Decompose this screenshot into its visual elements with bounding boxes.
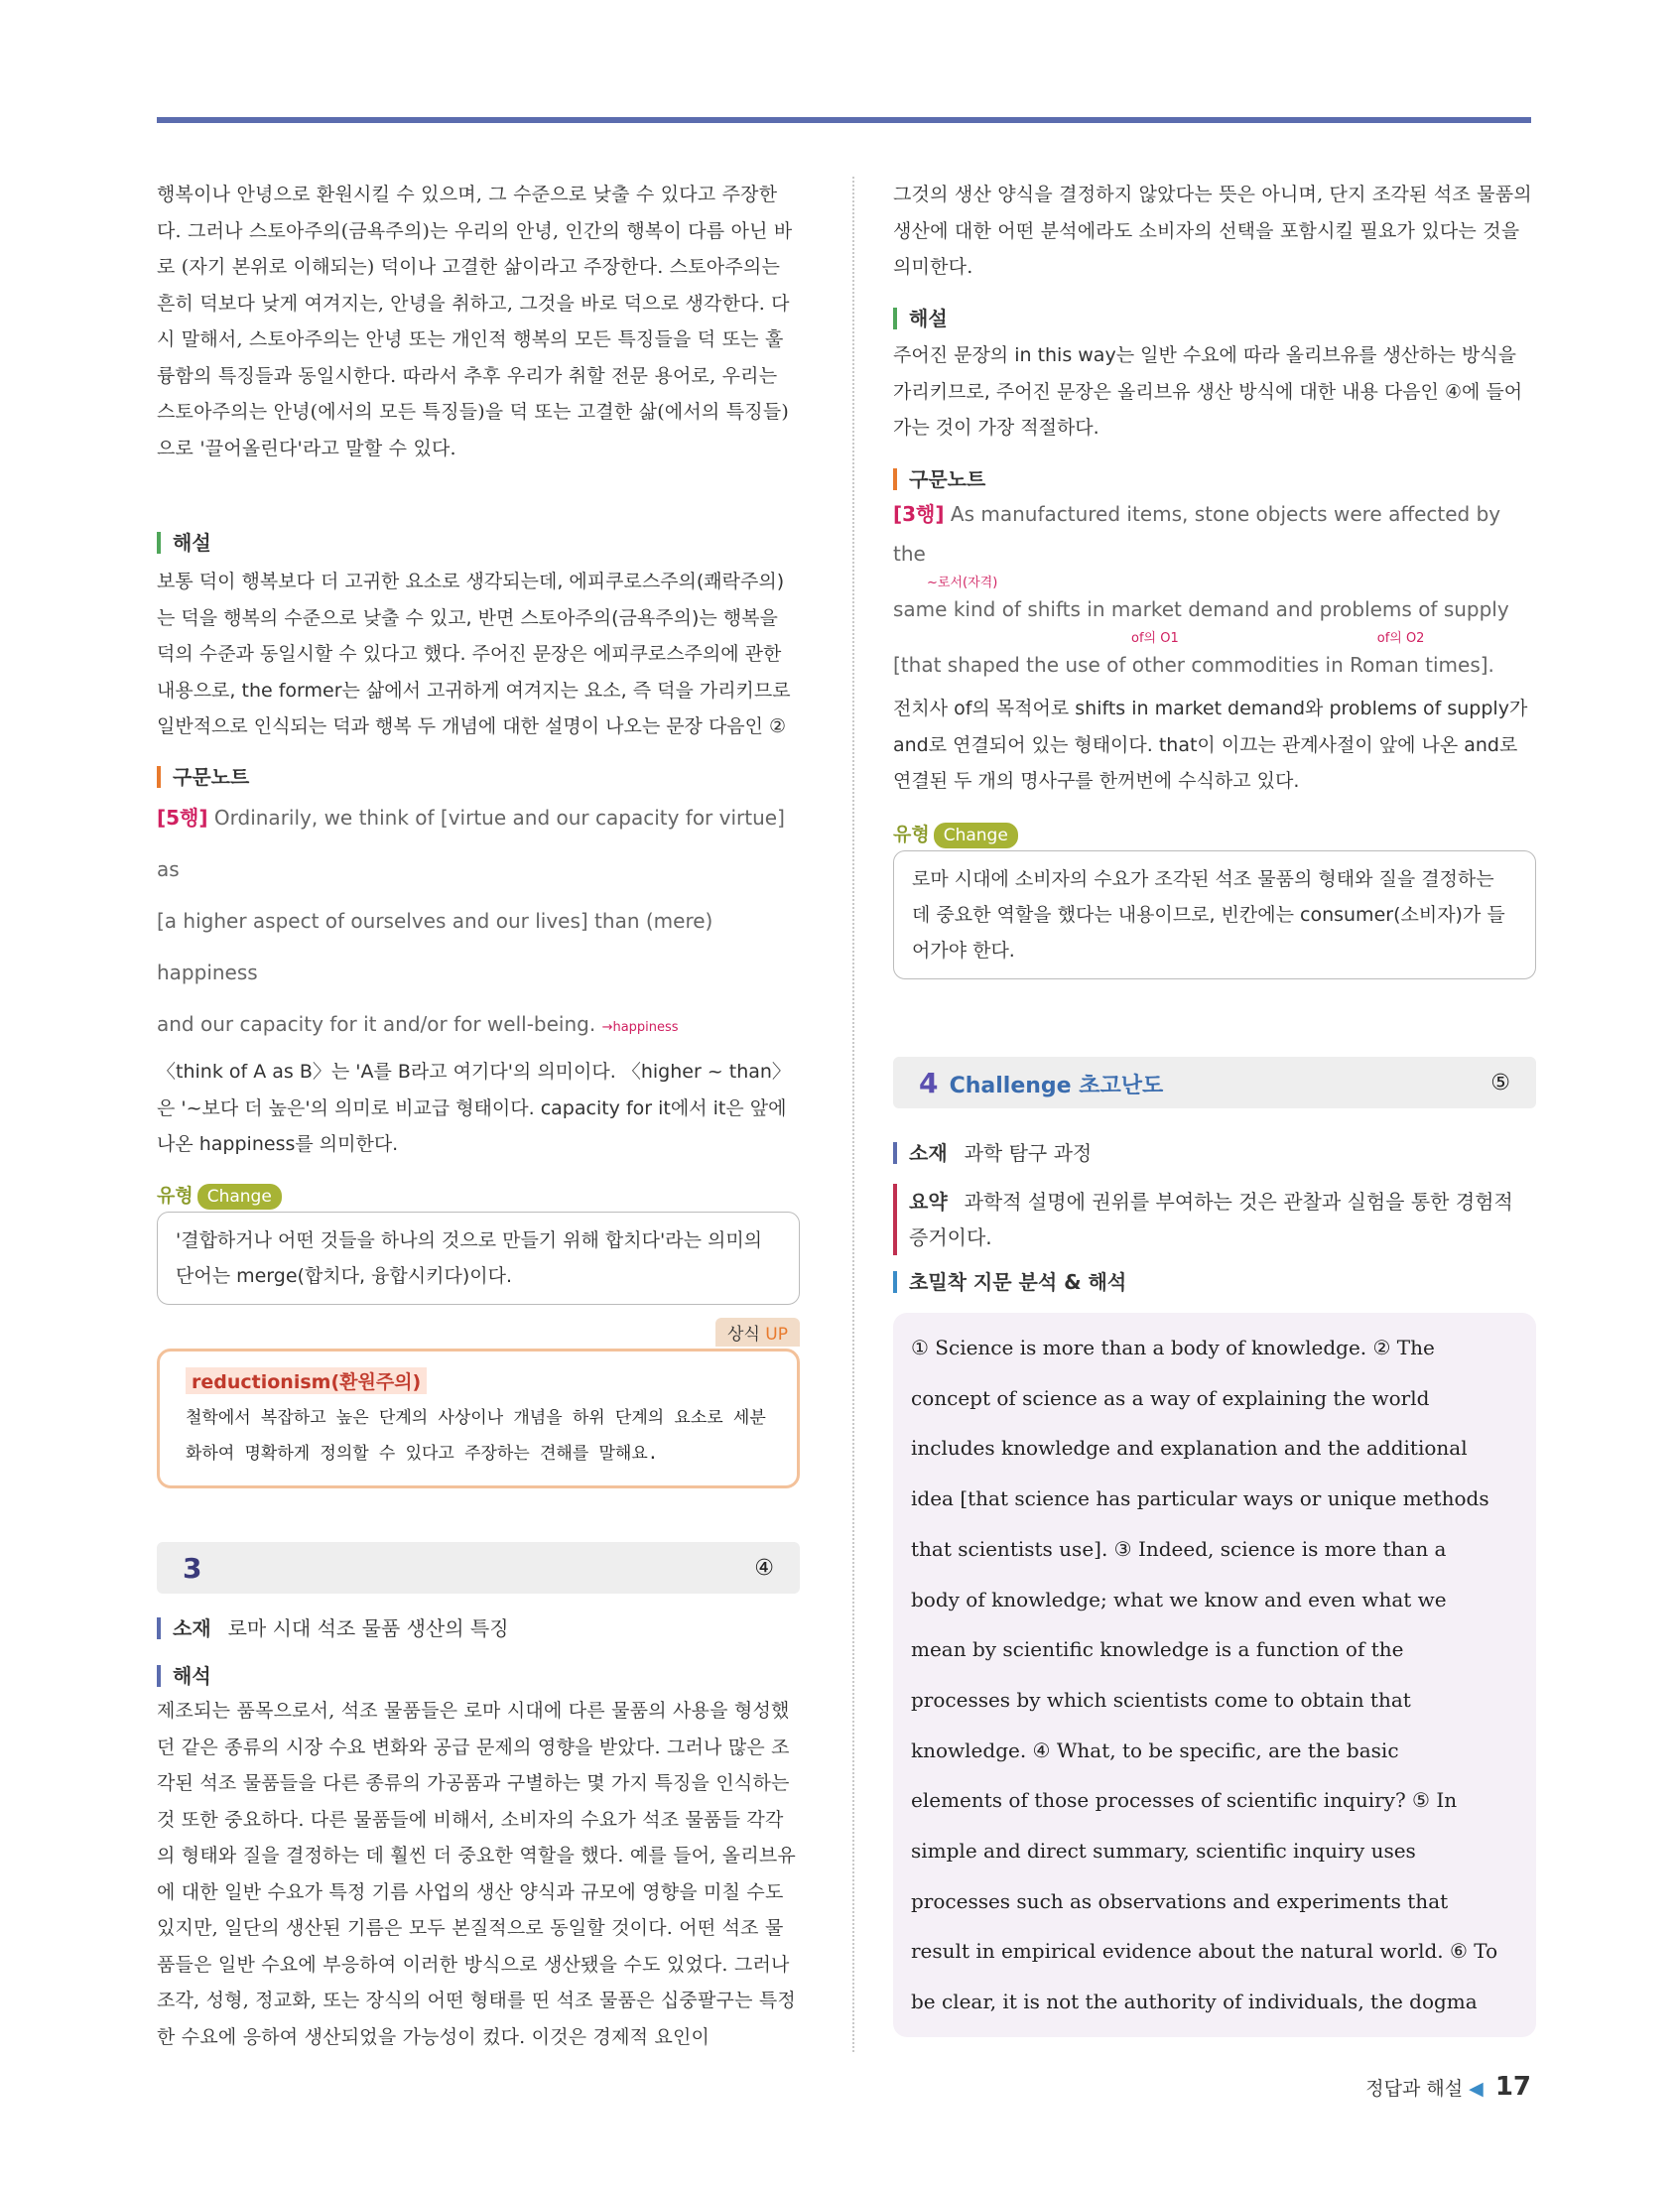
syntax-explanation: 전치사 of의 목적어로 shifts in market demand와 problems of supply가 and로 연결되어 있는 형태이다. that이 이끄는 관계사절이 앞에 나온 and로 연결된 두 개의 명사구를 한꺼번에 수식하고 있다. bbox=[893, 698, 1528, 792]
syntax-note bbox=[157, 792, 800, 1054]
syntax-line-3: [that shaped the use of other commodities in Roman times]. bbox=[893, 653, 1494, 677]
syntax-note bbox=[893, 494, 1536, 685]
syntax-heading: 구문노트 bbox=[157, 766, 800, 788]
answer-number: ⑤ bbox=[1490, 1070, 1510, 1095]
syntax-heading: 구문노트 bbox=[893, 468, 1536, 490]
passage-box bbox=[893, 1313, 1536, 2037]
column-divider bbox=[852, 177, 854, 2052]
change-text: 로마 시대에 소비자의 수요가 조각된 석조 물품의 형태와 질을 결정하는 데 중요한 역할을 했다는 내용이므로, 빈칸에는 consumer(소비자)가 들어가야 한다. bbox=[912, 868, 1505, 962]
change-badge: Change bbox=[197, 1184, 282, 1210]
explain-text: 주어진 문장의 in this way는 일반 수요에 따라 올리브유를 생산하는 방식을 가리키므로, 주어진 문장은 올리브유 생산 방식에 대한 내용 다음인 ④에 들어가는 것이 가장 적절하다. bbox=[893, 344, 1523, 439]
top-rule bbox=[157, 117, 1531, 123]
translation-heading: 해석 bbox=[157, 1665, 800, 1687]
reductionism-term: reductionism(환원주의) bbox=[186, 1367, 427, 1394]
analysis-heading: 초밀착 지문 분석 & 해석 bbox=[893, 1271, 1536, 1293]
line-tag: [3행] bbox=[893, 502, 945, 526]
page-footer bbox=[1365, 2072, 1531, 2102]
translation-continued: 행복이나 안녕으로 환원시킬 수 있으며, 그 수준으로 낮출 수 있다고 주장한다. 그러나 스토아주의(금욕주의)는 우리의 안녕, 인간의 행복이 다름 아닌 바로 (자기 본위로 이해되는) 덕이나 고결한 삶이라고 주장한다. 스토아주의는 흔히 덕보다 낮게 여겨지는, 안녕을 취하고, 그것을 바로 덕으로 생각한다. 다시 말해서, 스토아주의는 안녕 또는 개인적 행복의 모든 특징들을 덕 또는 훌륭함의 특징들과 동일시한다. 따라서 추후 우리가 취할 전문 용어로, 우리는 스토아주의는 안녕(에서의 모든 특징들)을 덕 또는 고결한 삶(에서의 특징들)으로 '끌어올린다'라고 말할 수 있다. bbox=[157, 184, 793, 459]
syntax-line-2: same kind of shifts in market demand and problems of supply bbox=[893, 597, 1509, 621]
summary-line: 요약 과학적 설명에 권위를 부여하는 것은 관찰과 실험을 통한 경험적 증거이다. bbox=[893, 1184, 1536, 1255]
passage-line: simple and direct summary, scientific inquiry uses bbox=[911, 1839, 1416, 1864]
reductionism-text: 철학에서 복잡하고 높은 단계의 사상이나 개념을 하위 단계의 요소로 세분화하여 명확하게 정의할 수 있다고 주장하는 견해를 말해요. bbox=[186, 1408, 766, 1464]
annotation-as: ~로서(자격) bbox=[927, 576, 998, 590]
section-number: 3 bbox=[183, 1551, 202, 1585]
passage-line: includes knowledge and explanation and the additional bbox=[911, 1436, 1468, 1461]
section-4-header bbox=[893, 1057, 1536, 1108]
common-sense-box bbox=[157, 1325, 800, 1488]
change-label: 유형 Change bbox=[893, 820, 1536, 848]
triangle-icon: ◀ bbox=[1469, 2078, 1484, 2100]
page-number: 17 bbox=[1494, 2072, 1531, 2102]
passage-line: elements of those processes of scientific inquiry? ⑤ In bbox=[911, 1788, 1458, 1813]
passage-line: knowledge. ④ What, to be specific, are the basic bbox=[911, 1738, 1399, 1762]
explain-text: 보통 덕이 행복보다 더 고귀한 요소로 생각되는데, 에피쿠로스주의(쾌락주의)는 덕을 행복의 수준으로 낮출 수 있고, 반면 스토아주의(금욕주의)는 행복을 덕의 수준과 동일시할 수 있다고 했다. 주어진 문장은 에피쿠로스주의에 관한 내용으로, the former는 삶에서 고귀하게 여겨지는 요소, 즉 덕을 가리키므로 일반적으로 인식되는 덕과 행복 두 개념에 대한 설명이 나오는 문장 다음인 ② bbox=[157, 571, 791, 737]
change-box bbox=[157, 1212, 800, 1305]
change-label: 유형 Change bbox=[157, 1181, 800, 1210]
common-sense-tag: 상식 UP bbox=[715, 1318, 800, 1347]
passage-line: be clear, it is not the authority of individuals, the dogma bbox=[911, 1990, 1478, 2014]
passage-line: concept of science as a way of explaining the world bbox=[911, 1385, 1430, 1410]
annotation-o2: of의 O2 bbox=[1376, 631, 1425, 646]
syntax-line-3: and our capacity for it and/or for well-being. bbox=[157, 1012, 596, 1036]
translation-text: 제조되는 품목으로서, 석조 물품들은 로마 시대에 다른 물품의 사용을 형성했던 같은 종류의 시장 수요 변화와 공급 문제의 영향을 받았다. 그러나 많은 조각된 석조 물품들을 다른 종류의 가공품과 구별하는 몇 가지 특징을 인식하는 것 또한 중요하다. 다른 물품들에 비해서, 소비자의 수요가 석조 물품들 각각의 형태와 질을 결정하는 데 훨씬 더 중요한 역할을 했다. 예를 들어, 올리브유에 대한 일반 수요가 특정 기름 사업의 생산 양식과 규모에 영향을 미칠 수도 있지만, 일단의 생산된 기름은 모두 본질적으로 동일할 것이다. 어떤 석조 물품들은 일반 수요에 부응하여 이러한 방식으로 생산됐을 수도 있었다. 그러나 조각, 성형, 정교화, 또는 장식의 어떤 형태를 띤 석조 물품은 십중팔구는 특정한 수요에 응하여 생산되었을 가능성이 컸다. 이것은 경제적 요인이 bbox=[157, 1700, 796, 2048]
syntax-explanation: 〈think of A as B〉는 'A를 B라고 여기다'의 의미이다. 〈higher ~ than〉은 '~보다 더 높은'의 의미로 비교급 형태이다. capacity for it에서 it은 앞에 나온 happiness를 의미한다. bbox=[157, 1061, 791, 1155]
right-column bbox=[893, 177, 1536, 2037]
change-text: '결합하거나 어떤 것들을 하나의 것으로 만들기 위해 합치다'라는 의미의 단어는 merge(합치다, 융합시키다)이다. bbox=[176, 1229, 763, 1287]
passage-line: result in empirical evidence about the natural world. ⑥ To bbox=[911, 1939, 1498, 1964]
passage-line: processes such as observations and experiments that bbox=[911, 1888, 1449, 1913]
passage-line: ① Science is more than a body of knowledge. ② The bbox=[911, 1336, 1435, 1359]
passage-line: body of knowledge; what we know and even what we bbox=[911, 1587, 1447, 1611]
section-3-header bbox=[157, 1542, 800, 1594]
section-title: Challenge 초고난도 bbox=[949, 1073, 1164, 1098]
topic-line: 소재 로마 시대 석조 물품 생산의 특징 bbox=[157, 1617, 800, 1639]
topic-line: 소재 과학 탐구 과정 bbox=[893, 1142, 1536, 1164]
syntax-line-1: As manufactured items, stone objects were affected by the bbox=[893, 502, 1501, 566]
section-number: 4 bbox=[919, 1066, 939, 1099]
change-badge: Change bbox=[934, 823, 1018, 848]
syntax-line-1: Ordinarily, we think of [virtue and our capacity for virtue] as bbox=[157, 806, 785, 881]
explain-heading: 해설 bbox=[893, 308, 1536, 329]
footer-label: 정답과 해설 bbox=[1365, 2078, 1464, 2100]
change-box bbox=[893, 850, 1536, 979]
syntax-line-2: [a higher aspect of ourselves and our lives] than (mere) happiness bbox=[157, 909, 713, 984]
line-tag: [5행] bbox=[157, 806, 208, 830]
passage-line: idea [that science has particular ways or unique methods bbox=[911, 1486, 1489, 1511]
passage-line: mean by scientific knowledge is a function of the bbox=[911, 1637, 1404, 1662]
annotation-o1: of의 O1 bbox=[1131, 631, 1179, 646]
left-column bbox=[157, 177, 800, 2129]
explain-heading: 해설 bbox=[157, 532, 800, 554]
passage-line: that scientists use]. ③ Indeed, science is more than a bbox=[911, 1536, 1447, 1561]
translation-end: 그것의 생산 양식을 결정하지 않았다는 뜻은 아니며, 단지 조각된 석조 물품의 생산에 대한 어떤 분석에라도 소비자의 선택을 포함시킬 필요가 있다는 것을 의미한다. bbox=[893, 184, 1532, 278]
annotation-happiness: →happiness bbox=[601, 1020, 679, 1035]
passage-line: processes by which scientists come to obtain that bbox=[911, 1687, 1411, 1712]
answer-number: ④ bbox=[754, 1555, 774, 1581]
